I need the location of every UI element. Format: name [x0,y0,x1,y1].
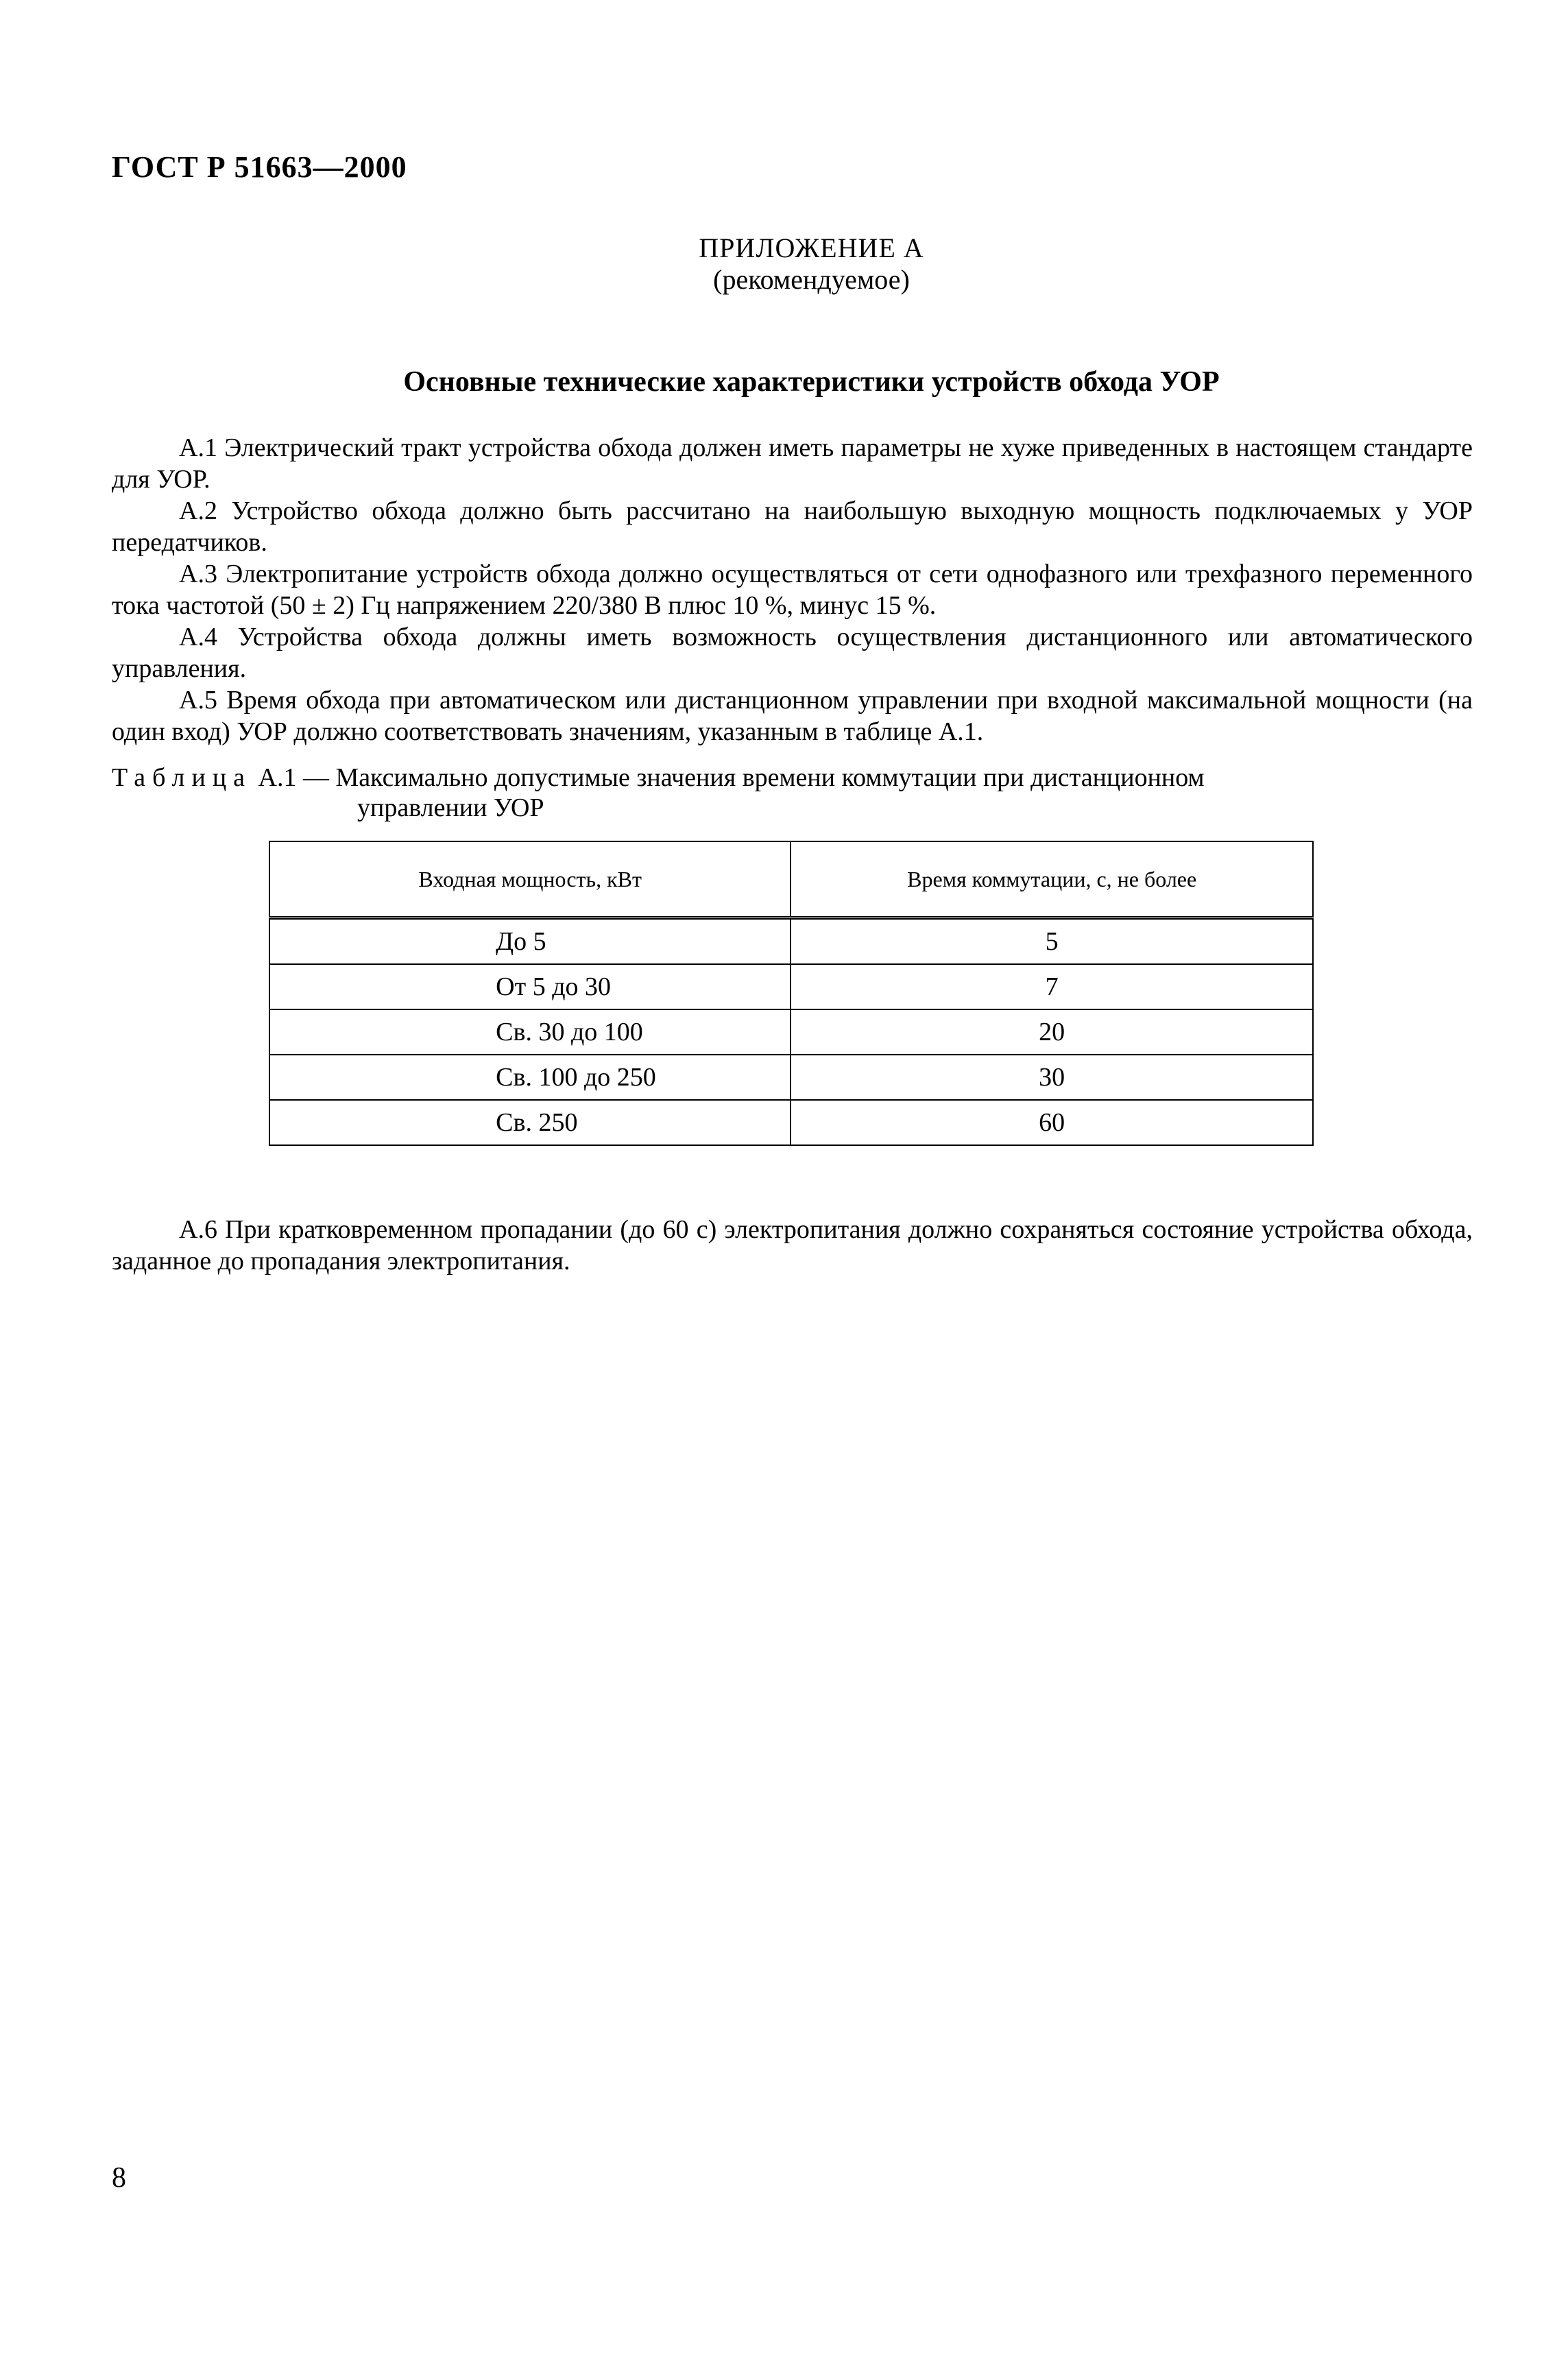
annex-title: ПРИЛОЖЕНИЕ А [699,232,924,263]
standard-designation: ГОСТ Р 51663—2000 [112,150,407,184]
table-row [269,1100,1313,1145]
table-caption-line2: управлении УОР [357,793,544,822]
table-row [269,1055,1313,1100]
table-cell-time: 7 [791,964,1313,1009]
paragraph-a1: А.1 Электрический тракт устройства обхода должен иметь параметры не хуже приведенных в настоящем стандарте для УОР. [112,433,1473,494]
table-cell-power: Св. 30 до 100 [269,1009,791,1055]
paragraph-a6-block [112,1214,1473,1277]
table-caption-line1: А.1 — Максимально допустимые значения времени коммутации при дистанционном [258,763,1205,792]
table-cell-time: 60 [791,1100,1313,1145]
table-row [269,918,1313,965]
table-header-time: Время коммутации, с, не более [791,841,1313,918]
table-header-power: Входная мощность, кВт [269,841,791,918]
table-cell-time: 5 [791,918,1313,965]
table-label: Таблица [112,763,252,792]
table-cell-time: 30 [791,1055,1313,1100]
section-title: Основные технические характеристики устройств обхода УОР [403,366,1220,398]
annex-status: (рекомендуемое) [713,264,910,295]
table-caption [112,763,1473,823]
table-cell-power: До 5 [269,918,791,965]
paragraph-a3: А.3 Электропитание устройств обхода должно осуществляться от сети однофазного или трехфазного переменного тока частотой (50 ± 2) Гц напряжением 220/380 В плюс 10 %, минус 15 %. [112,560,1473,620]
paragraph-a5: А.5 Время обхода при автоматическом или дистанционном управлении при входной максимальной мощности (на один вход) УОР должно соответствовать значениям, указанным в таблице А.1. [112,686,1473,746]
table-row [269,1009,1313,1055]
paragraphs-block [112,432,1473,747]
data-table [269,841,1314,1146]
table-cell-power: Св. 100 до 250 [269,1055,791,1100]
table-row [269,964,1313,1009]
paragraph-a2: А.2 Устройство обхода должно быть рассчитано на наибольшую выходную мощность подключаемых у УОР передатчиков. [112,496,1473,557]
paragraph-a4: А.4 Устройства обхода должны иметь возможность осуществления дистанционного или автоматического управления. [112,623,1473,683]
page-number: 8 [112,2162,126,2194]
table-header-row [269,841,1313,918]
table-cell-time: 20 [791,1009,1313,1055]
table-cell-power: Св. 250 [269,1100,791,1145]
table-cell-power: От 5 до 30 [269,964,791,1009]
paragraph-a6: А.6 При кратковременном пропадании (до 60 с) электропитания должно сохраняться состояние устройства обхода, заданное до пропадания электропитания. [112,1215,1473,1275]
